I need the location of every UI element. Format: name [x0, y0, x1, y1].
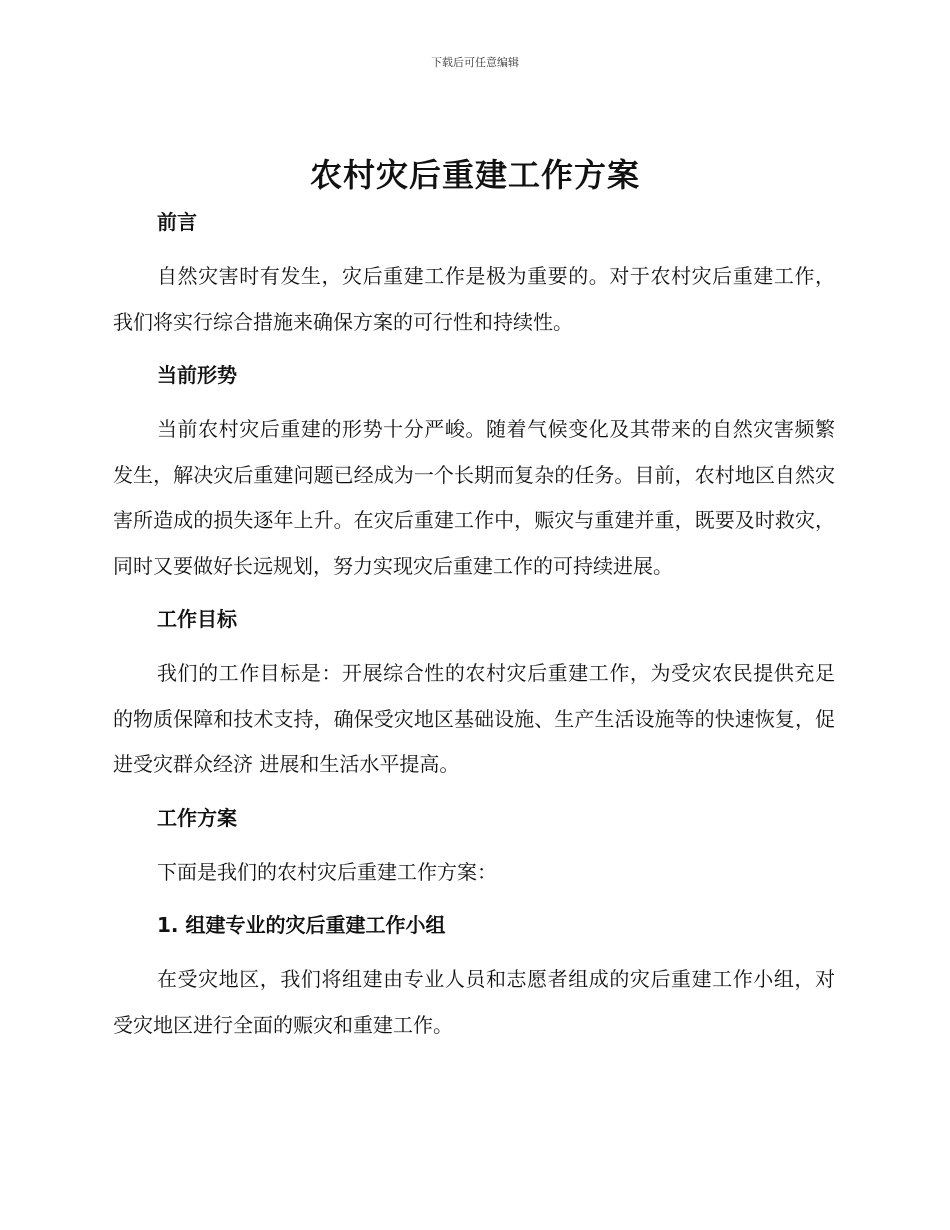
section-paragraph: 我们的工作目标是：开展综合性的农村灾后重建工作，为受灾农民提供充足的物质保障和技术支持，确保受灾地区基础设施、生产生活设施等的快速恢复，促进受灾群众经济 进展和生活水平提高。 [113, 661, 835, 776]
section-heading-current-situation: 当前形势 [157, 363, 237, 387]
document-body [113, 200, 835, 1048]
section-paragraph: 下面是我们的农村灾后重建工作方案： [157, 859, 497, 884]
section-heading-preface: 前言 [157, 210, 197, 234]
section-heading-work-plan: 工作方案 [157, 805, 237, 830]
section-paragraph: 在受灾地区，我们将组建由专业人员和志愿者组成的灾后重建工作小组，对受灾地区进行全面的赈灾和重建工作。 [113, 967, 835, 1037]
section-heading-work-goals: 工作目标 [157, 607, 237, 631]
page-header-note: 下载后可任意编辑 [431, 56, 519, 69]
section-paragraph: 当前农村灾后重建的形势十分严峻。随着气候变化及其带来的自然灾害频繁发生，解决灾后重建问题已经成为一个长期而复杂的任务。目前，农村地区自然灾害所造成的损失逐年上升。在灾后重建工作中，赈灾与重建并重，既要及时救灾，同时又要做好长远规划，努力实现灾后重建工作的可持续进展。 [113, 417, 835, 578]
document-title: 农村灾后重建工作方案 [309, 156, 640, 194]
section-heading-team: 1. 组建专业的灾后重建工作小组 [157, 913, 446, 937]
section-paragraph: 自然灾害时有发生，灾后重建工作是极为重要的。对于农村灾后重建工作，我们将实行综合措施来确保方案的可行性和持续性。 [113, 264, 835, 334]
